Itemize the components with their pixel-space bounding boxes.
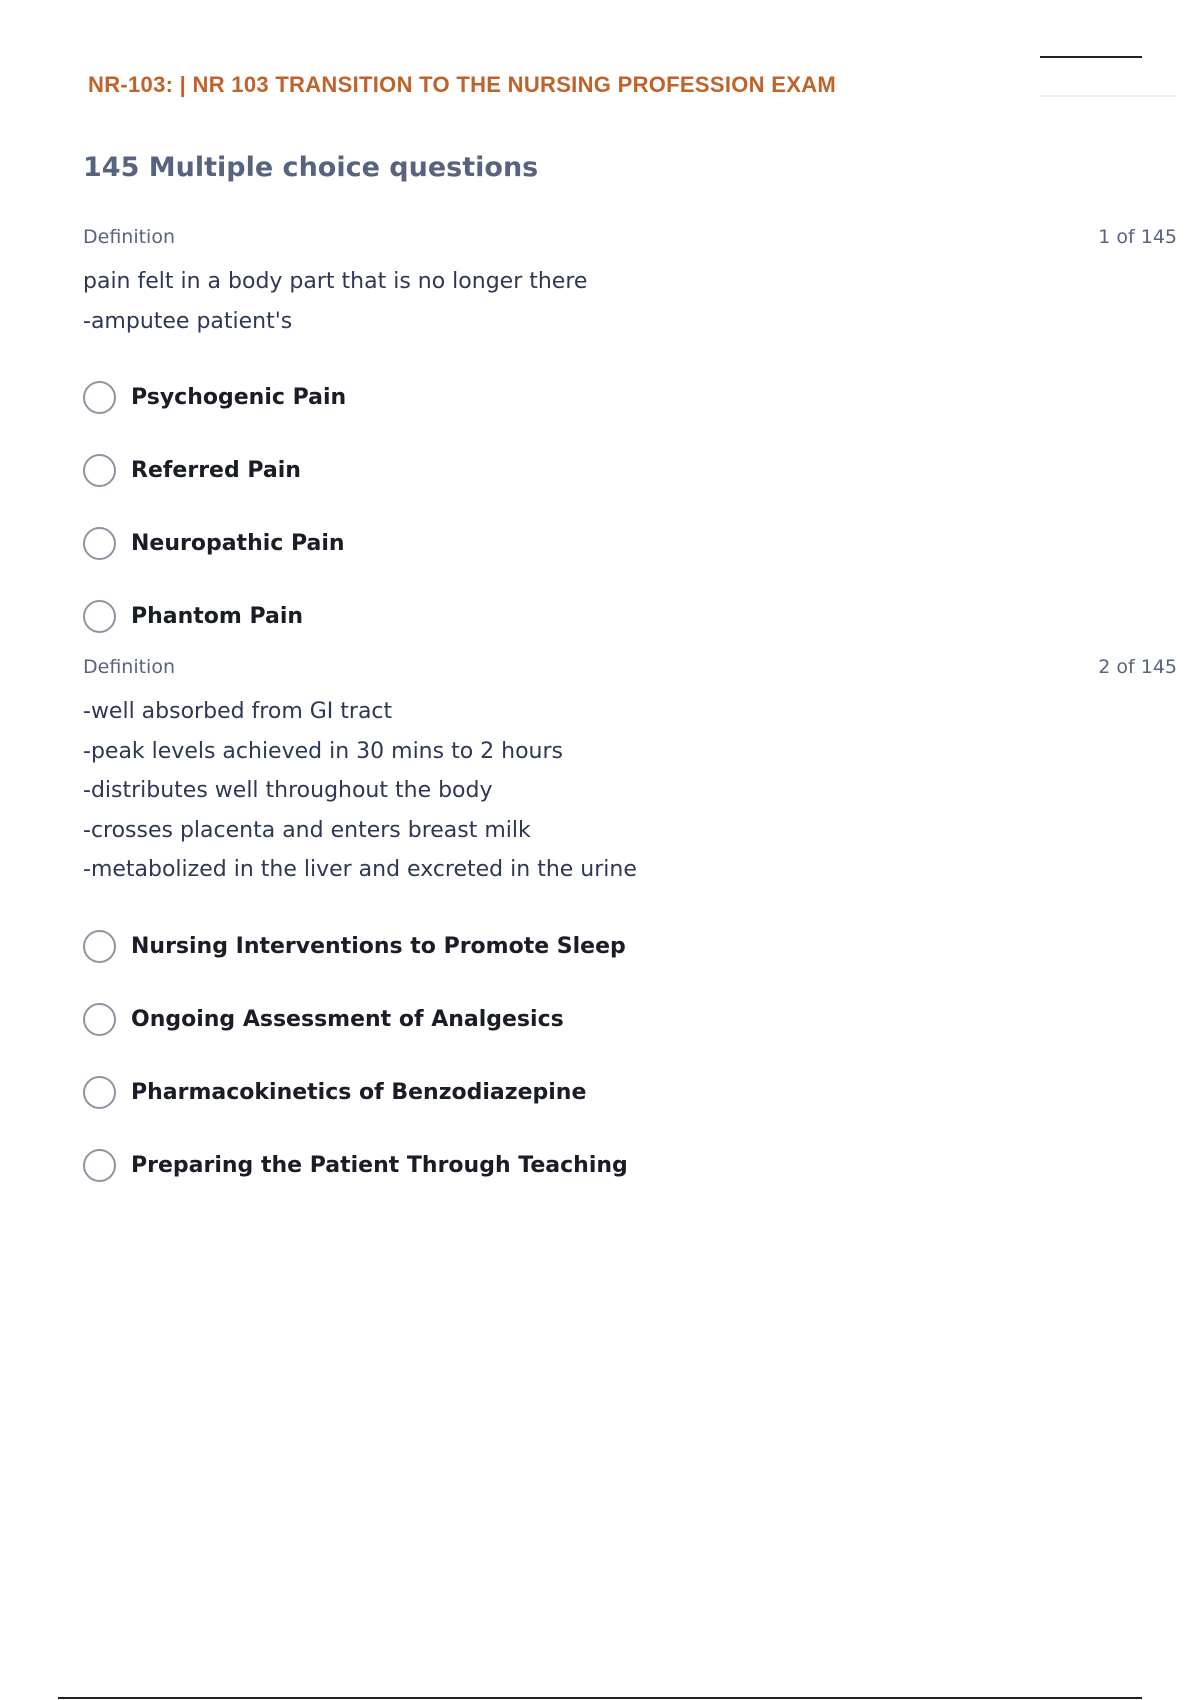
prompt-line: -well absorbed from GI tract: [83, 699, 393, 724]
answer-options: [83, 910, 1177, 1202]
question-prompt: [83, 692, 1177, 890]
answer-option[interactable]: [83, 580, 1177, 653]
answer-option[interactable]: [83, 910, 1177, 983]
answer-option[interactable]: [83, 1129, 1177, 1202]
radio-button[interactable]: [83, 454, 116, 487]
prompt-line: -amputee patient's: [83, 308, 293, 334]
radio-button[interactable]: [83, 1003, 116, 1036]
question-counter: 2 of 145: [1098, 656, 1177, 678]
answer-option-label: Nursing Interventions to Promote Sleep: [131, 933, 626, 959]
answer-option-label: Neuropathic Pain: [131, 531, 345, 556]
prompt-line: -metabolized in the liver and excreted in the urine: [83, 857, 637, 882]
answer-option[interactable]: [83, 507, 1177, 580]
answer-option-label: Preparing the Patient Through Teaching: [131, 1152, 628, 1178]
radio-button[interactable]: [83, 930, 116, 963]
question-header: [83, 656, 1177, 686]
answer-option-label: Psychogenic Pain: [131, 385, 347, 410]
question-counter: 1 of 145: [1098, 226, 1177, 248]
radio-button[interactable]: [83, 600, 116, 633]
answer-option-label: Phantom Pain: [131, 604, 304, 629]
answer-option-label: Pharmacokinetics of Benzodiazepine: [131, 1079, 587, 1105]
question-card: [83, 656, 1177, 1202]
radio-button[interactable]: [83, 1076, 116, 1109]
question-prompt: [83, 262, 1177, 341]
answer-options: [83, 361, 1177, 653]
prompt-line: -distributes well throughout the body: [83, 778, 493, 803]
question-header: [83, 226, 1177, 256]
radio-button[interactable]: [83, 527, 116, 560]
footer-rule: [58, 1697, 1142, 1699]
header-rule: [1040, 56, 1142, 58]
document-title: NR-103: | NR 103 TRANSITION TO THE NURSING PROFESSION EXAM: [88, 72, 837, 97]
prompt-line: pain felt in a body part that is no longer there: [83, 269, 588, 294]
prompt-line: -peak levels achieved in 30 mins to 2 hours: [83, 738, 564, 764]
prompt-line: -crosses placenta and enters breast milk: [83, 817, 531, 843]
answer-option-label: Referred Pain: [131, 458, 301, 483]
question-count-heading: 145 Multiple choice questions: [83, 152, 539, 183]
answer-option[interactable]: [83, 1056, 1177, 1129]
question-type-label: Definition: [83, 226, 176, 248]
answer-option-label: Ongoing Assessment of Analgesics: [131, 1006, 564, 1032]
answer-option[interactable]: [83, 434, 1177, 507]
question-card: [83, 226, 1177, 653]
question-type-label: Definition: [83, 656, 176, 678]
radio-button[interactable]: [83, 1149, 116, 1182]
answer-option[interactable]: [83, 983, 1177, 1056]
answer-option[interactable]: [83, 361, 1177, 434]
header-rule-faint: [1040, 95, 1176, 97]
radio-button[interactable]: [83, 381, 116, 414]
